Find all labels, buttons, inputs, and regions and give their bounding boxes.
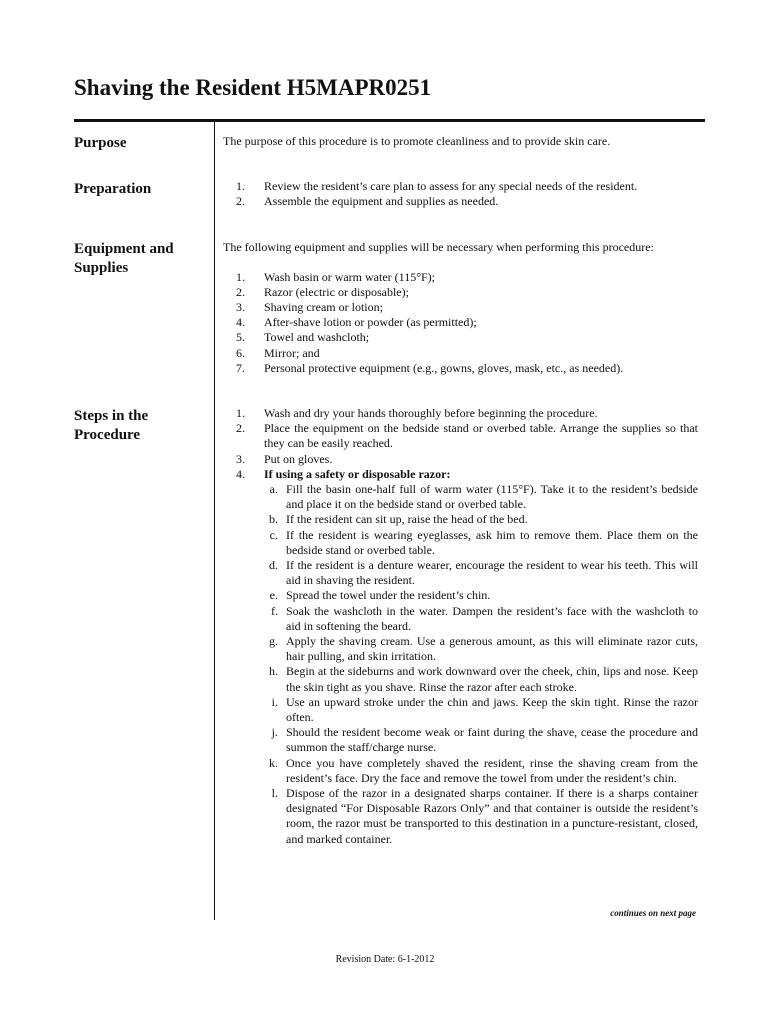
substep-text: Use an upward stroke under the chin and jaws. Keep the skin tight. Rinse the razor often.: [286, 694, 698, 725]
substep-letter: k.: [269, 755, 278, 770]
item-number: 4.: [236, 315, 245, 329]
substep-item: [223, 725, 698, 755]
column-divider: [214, 122, 215, 920]
substep-letter: l.: [271, 786, 278, 801]
item-text: Towel and washcloth;: [264, 330, 370, 344]
equipment-item: [223, 346, 698, 361]
step-text: If using a safety or disposable razor:: [264, 467, 451, 481]
substep-letter: c.: [269, 527, 278, 542]
equipment-item: [223, 330, 698, 345]
substep-item: [223, 482, 698, 512]
step-item: [223, 467, 698, 482]
substep-letter: j.: [271, 725, 278, 740]
item-text: Review the resident’s care plan to assess for any special needs of the resident.: [264, 179, 638, 193]
step-number: 3.: [236, 452, 245, 466]
substep-item: [223, 634, 698, 664]
steps-heading-line2: Procedure: [74, 427, 141, 443]
step-number: 2.: [236, 421, 245, 435]
item-text: Personal protective equipment (e.g., gowns, gloves, mask, etc., as needed).: [264, 361, 624, 375]
equipment-heading-line2: Supplies: [74, 260, 129, 276]
purpose-text: The purpose of this procedure is to promote cleanliness and to provide skin care.: [223, 134, 611, 148]
substep-letter: g.: [269, 634, 278, 649]
substep-text: Begin at the sideburns and work downward over the cheek, chin, lips and nose. Keep the skin tight as you shave. Rinse the razor after each stroke.: [286, 664, 698, 694]
step-text: Wash and dry your hands thoroughly before beginning the procedure.: [264, 406, 598, 420]
substep-item: [223, 664, 698, 694]
substep-item: [223, 558, 698, 588]
substep-letter: h.: [269, 664, 278, 679]
item-text: Shaving cream or lotion;: [264, 300, 383, 314]
substep-text: Spread the towel under the resident’s chin.: [286, 588, 491, 603]
substep-letter: b.: [269, 512, 278, 527]
substep-text: Apply the shaving cream. Use a generous amount, as this will eliminate razor cuts, hair pulling, and skin irritation.: [286, 634, 698, 664]
equipment-item: [223, 315, 698, 330]
item-text: Razor (electric or disposable);: [264, 285, 409, 299]
substep-item: [223, 786, 698, 847]
step-number: 4.: [236, 467, 245, 481]
purpose-heading: Purpose: [74, 135, 127, 151]
title-divider: [74, 119, 705, 122]
item-number: 2.: [236, 285, 245, 299]
substep-item: [223, 756, 698, 786]
substep-item: [223, 528, 698, 558]
equipment-item: [223, 285, 698, 300]
preparation-item: [223, 194, 698, 209]
equipment-heading: [74, 240, 209, 278]
substep-letter: a.: [269, 482, 278, 496]
substep-item: [223, 695, 698, 725]
page-title: Shaving the Resident H5MAPR0251: [74, 75, 432, 100]
equipment-item: [223, 270, 698, 285]
step-item: [223, 421, 698, 452]
step-number: 1.: [236, 406, 245, 420]
item-number: 7.: [236, 361, 245, 375]
equipment-item: [223, 300, 698, 315]
steps-heading-line1: Steps in the: [74, 408, 149, 424]
substep-item: [223, 512, 698, 527]
substep-text: If the resident is wearing eyeglasses, ask him to remove them. Place them on the bedside stand or overbed table.: [286, 527, 698, 557]
item-number: 1.: [236, 270, 245, 284]
substep-text: If the resident can sit up, raise the head of the bed.: [286, 512, 528, 527]
item-number: 3.: [236, 300, 245, 314]
item-text: Assemble the equipment and supplies as needed.: [264, 194, 499, 208]
item-number: 5.: [236, 330, 245, 344]
substep-list: [223, 482, 698, 847]
item-text: After-shave lotion or powder (as permitted);: [264, 315, 477, 329]
substep-text: Once you have completely shaved the resident, rinse the shaving cream from the resident’s face. Dry the face and remove the towel from under the resident’s chin.: [286, 755, 698, 785]
item-number: 6.: [236, 346, 245, 360]
revision-date: Revision Date: 6-1-2012: [335, 954, 435, 965]
step-text: Place the equipment on the bedside stand or overbed table. Arrange the supplies so that they can be easily reached.: [264, 421, 698, 451]
item-text: Wash basin or warm water (115°F);: [264, 270, 436, 284]
item-text: Mirror; and: [264, 346, 320, 360]
substep-letter: e.: [269, 588, 278, 603]
preparation-heading: Preparation: [74, 181, 152, 197]
substep-text: If the resident is a denture wearer, encourage the resident to wear his teeth. This will aid in shaving the resident.: [286, 558, 698, 588]
item-number: 2.: [236, 194, 245, 208]
preparation-item: [223, 179, 698, 194]
step-text: Put on gloves.: [264, 452, 333, 466]
substep-letter: i.: [271, 694, 278, 709]
substep-text: Should the resident become weak or faint during the shave, cease the procedure and summon the staff/charge nurse.: [286, 725, 698, 755]
substep-text: Dispose of the razor in a designated sharps container. If there is a sharps container designated “For Disposable Razors Only” and that container is outside the resident’s room, the razor must be transported to this destination in a puncture-resistant, closed, and marked container.: [286, 786, 698, 846]
step-item: [223, 452, 698, 467]
steps-heading: [74, 407, 209, 445]
equipment-intro: The following equipment and supplies will be necessary when performing this procedure:: [223, 240, 654, 254]
substep-letter: f.: [271, 603, 278, 618]
item-number: 1.: [236, 179, 245, 193]
substep-letter: d.: [269, 558, 278, 573]
continues-note: continues on next page: [610, 908, 696, 918]
substep-text: Soak the washcloth in the water. Dampen the resident’s face with the washcloth to aid in softening the beard.: [286, 603, 698, 633]
substep-item: [223, 604, 698, 634]
step-item: [223, 406, 698, 421]
equipment-item: [223, 361, 698, 376]
substep-item: [223, 588, 698, 603]
substep-text: Fill the basin one-half full of warm water (115°F). Take it to the resident’s bedside and place it on the bedside stand or overbed table.: [286, 482, 698, 512]
equipment-heading-line1: Equipment and: [74, 241, 174, 257]
